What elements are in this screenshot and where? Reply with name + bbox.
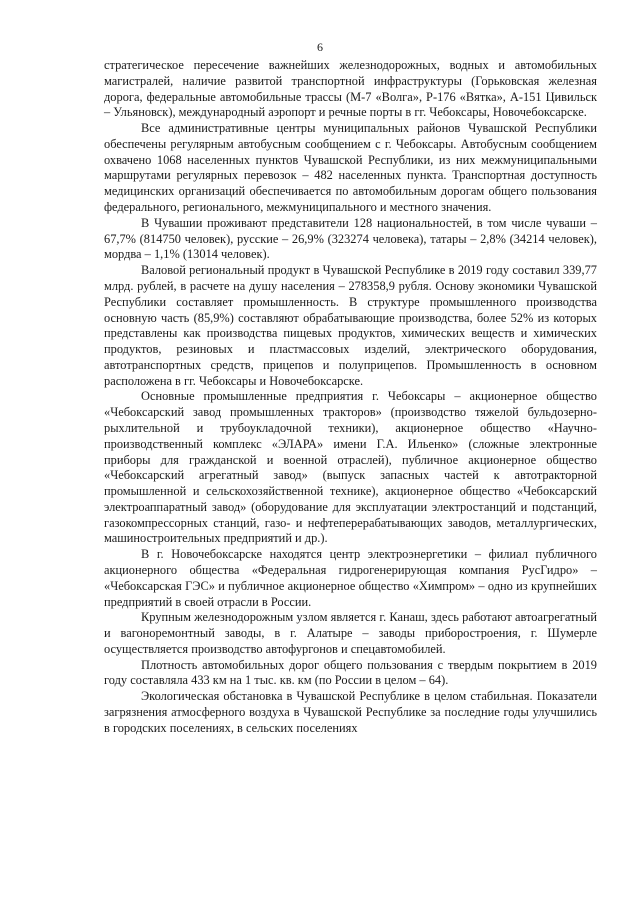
- paragraph-nationalities: В Чувашии проживают представители 128 национальностей, в том числе чуваши – 67,7% (814750 человек), русские – 26,9% (323274 человека), татары – 2,8% (34214 человек), мордва – 1,1% (13014 человек).: [104, 215, 597, 262]
- paragraph-road-density: Плотность автомобильных дорог общего пользования с твердым покрытием в 2019 году составляла 433 км на 1 тыс. кв. км (по России в целом – 64).: [104, 657, 597, 688]
- paragraph-transport-continuation: стратегическое пересечение важнейших железнодорожных, водных и автомобильных магистралей, наличие развитой транспортной инфраструктуры (Горьковская железная дорога, федеральные автомобильные трассы (М-7 «Волга», Р-176 «Вятка», А-151 Цивильск – Ульяновск), международный аэропорт и речные порты в гг. Чебоксары, Новочебоксарске.: [104, 58, 597, 120]
- page-number: 6: [317, 40, 323, 54]
- paragraph-ecology: Экологическая обстановка в Чувашской Республике в целом стабильная. Показатели загрязнения атмосферного воздуха в Чувашской Республике за последние годы улучшились в городских поселениях, в сельских поселениях: [104, 689, 597, 735]
- body-text: [104, 58, 597, 737]
- paragraph-cheboksary-enterprises: Основные промышленные предприятия г. Чебоксары – акционерное общество «Чебоксарский завод промышленных тракторов» (производство тяжелой бульдозерно-рыхлительной и трубоукладочной техники), акционерное общество «Научно-производственный комплекс «ЭЛАРА» имени Г.А. Ильенко» (сложные электронные приборы для гражданской и военной отраслей), публичное акционерное общество «Чебоксарский агрегатный завод» (выпуск запасных частей к автотракторной промышленной и сельскохозяйственной технике), акционерное общество «Чебоксарский электроаппаратный завод» (оборудование для эксплуатации электростанций и подстанций, газокомпрессорных станций, газо- и нефтеперерабатывающих заводов, металлургических, машиностроительных предприятий и др.).: [104, 389, 597, 546]
- paragraph-railway-hub: Крупным железнодорожным узлом является г. Канаш, здесь работают автоагрегатный и вагоноремонтный заводы, в г. Алатыре – заводы приборостроения, г. Шумерле осуществляется производство автофургонов и спецавтомобилей.: [104, 610, 597, 656]
- paragraph-bus-service: Все административные центры муниципальных районов Чувашской Республики обеспечены регулярным автобусным сообщением с г. Чебоксары. Автобусным сообщением охвачено 1068 населенных пунктов Чувашской Республики, из них межмуниципальными маршрутами регулярных перевозок – 482 населенных пункта. Транспортная доступность медицинских организаций обеспечивается по автомобильным дорогам общего пользования федерального, регионального, межмуниципального и местного значения.: [104, 121, 597, 215]
- paragraph-gross-regional-product: Валовой региональный продукт в Чувашской Республике в 2019 году составил 339,77 млрд. рублей, в расчете на душу населения – 278358,9 рубля. Основу экономики Чувашской Республики составляет промышленность. В структуре промышленного производства основную часть (85,9%) составляют обрабатывающие производства, более 52% из которых представлены как производства пищевых продуктов, химических веществ и химических продуктов, резиновых и пластмассовых изделий, электрического оборудования, автотранспортных средств, прицепов и полуприцепов. Промышленность в основном расположена в гг. Чебоксары и Новочебоксарске.: [104, 263, 597, 388]
- paragraph-novocheboksarsk: В г. Новочебоксарске находятся центр электроэнергетики – филиал публичного акционерного общества «Федеральная гидрогенерирующая компания РусГидро» – «Чебоксарская ГЭС» и публичное акционерное общество «Химпром» – одно из крупнейших предприятий в своей отрасли в России.: [104, 547, 597, 609]
